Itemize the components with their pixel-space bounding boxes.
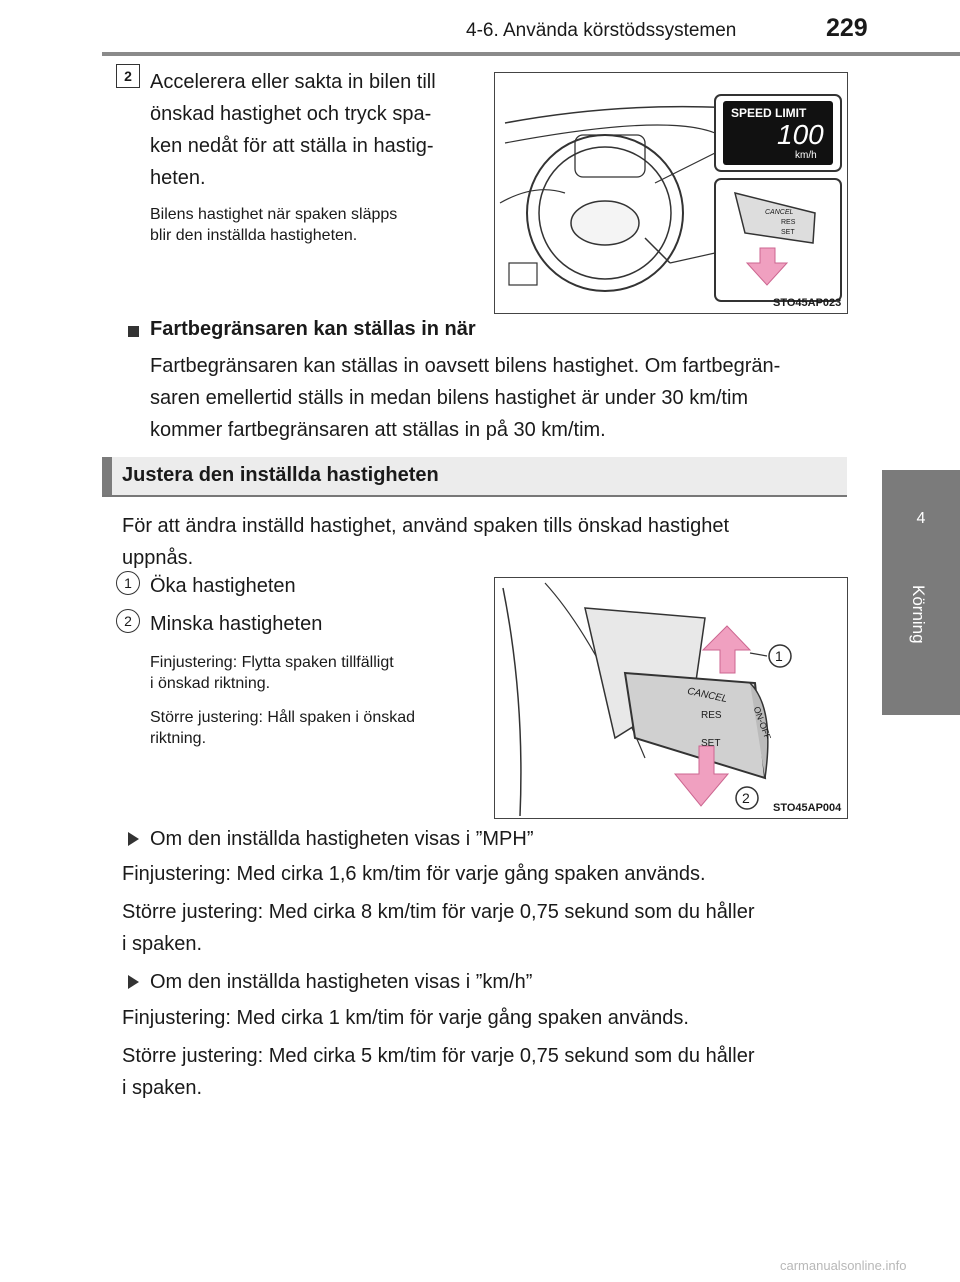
fine-adjust-line: Finjustering: Flytta spaken tillfälligt <box>150 654 394 671</box>
speed-limit-value: 100 <box>777 119 824 150</box>
callout-label-2: 2 <box>742 790 750 806</box>
banner-accent <box>102 457 112 495</box>
chapter-tab <box>882 470 960 715</box>
figure-code: STO45AP023 <box>773 297 842 309</box>
watermark: carmanualsonline.info <box>780 1258 907 1273</box>
lever-cancel-label: CANCEL <box>765 209 794 216</box>
step-note-line: Bilens hastighet när spaken släpps <box>150 206 398 223</box>
item-marker: 2 <box>116 609 140 633</box>
figure-lever <box>494 577 848 819</box>
step-note-line: blir den inställda hastigheten. <box>150 227 358 244</box>
intro-line: uppnås. <box>122 547 194 569</box>
mph-coarse-line: Större justering: Med cirka 8 km/tim för varje 0,75 sekund som du håller <box>122 901 755 923</box>
item-increase: Öka hastigheten <box>150 575 296 597</box>
step-text-line: ken nedåt för att ställa in hastig- <box>150 135 434 157</box>
chapter-label: Körning <box>909 585 928 644</box>
lever-set-label: SET <box>781 229 795 236</box>
mph-heading: Om den inställda hastigheten visas i ”MPH” <box>150 828 534 850</box>
mph-coarse-line: i spaken. <box>122 933 203 955</box>
figure-code: STO45AP004 <box>773 802 842 814</box>
step-text-line: Accelerera eller sakta in bilen till <box>150 71 436 93</box>
item-marker: 1 <box>116 571 140 595</box>
section-title: 4-6. Använda körstödssystemen <box>466 20 737 41</box>
page-number: 229 <box>826 14 868 42</box>
item-decrease: Minska hastigheten <box>150 613 323 635</box>
step-text-line: heten. <box>150 167 206 189</box>
callout-label-1: 1 <box>775 648 783 664</box>
note-line: saren emellertid ställs in medan bilens hastighet är under 30 km/tim <box>150 387 749 409</box>
intro-line: För att ändra inställd hastighet, använd spaken tills önskad hastighet <box>122 515 730 537</box>
kmh-fine: Finjustering: Med cirka 1 km/tim för varje gång spaken används. <box>122 1007 689 1029</box>
note-line: Fartbegränsaren kan ställas in oavsett bilens hastighet. Om fartbegrän- <box>150 355 781 377</box>
lever-res-label: RES <box>701 710 722 721</box>
figure-dashboard <box>494 72 848 314</box>
kmh-coarse-line: i spaken. <box>122 1077 203 1099</box>
coarse-adjust-line: Större justering: Håll spaken i önskad <box>150 709 416 726</box>
step-marker: 2 <box>116 64 140 88</box>
kmh-coarse-line: Större justering: Med cirka 5 km/tim för varje 0,75 sekund som du håller <box>122 1045 755 1067</box>
header-rule <box>102 52 960 56</box>
note-line: kommer fartbegränsaren att ställas in på 30 km/tim. <box>150 419 606 441</box>
note-heading: Fartbegränsaren kan ställas in när <box>150 318 476 340</box>
coarse-adjust-line: riktning. <box>150 730 207 747</box>
banner-title: Justera den inställda hastigheten <box>122 464 439 486</box>
step-text-line: önskad hastighet och tryck spa- <box>150 103 432 125</box>
triangle-bullet-icon <box>128 832 139 846</box>
square-bullet-icon <box>128 326 139 337</box>
section-banner <box>102 457 847 497</box>
mph-fine: Finjustering: Med cirka 1,6 km/tim för varje gång spaken används. <box>122 863 706 885</box>
speed-limit-unit: km/h <box>795 150 817 161</box>
lever-illustration <box>495 578 847 818</box>
kmh-heading: Om den inställda hastigheten visas i ”km/h” <box>150 971 533 993</box>
speed-limit-title: SPEED LIMIT <box>731 106 807 120</box>
lever-res-label: RES <box>781 219 796 226</box>
lever-set-label: SET <box>701 738 721 749</box>
triangle-bullet-icon <box>128 975 139 989</box>
fine-adjust-line: i önskad riktning. <box>150 675 271 692</box>
lever-cancel-label: CANCEL <box>686 685 729 706</box>
lever-onoff-label: ON-OFF <box>751 705 773 741</box>
chapter-number: 4 <box>916 510 926 527</box>
